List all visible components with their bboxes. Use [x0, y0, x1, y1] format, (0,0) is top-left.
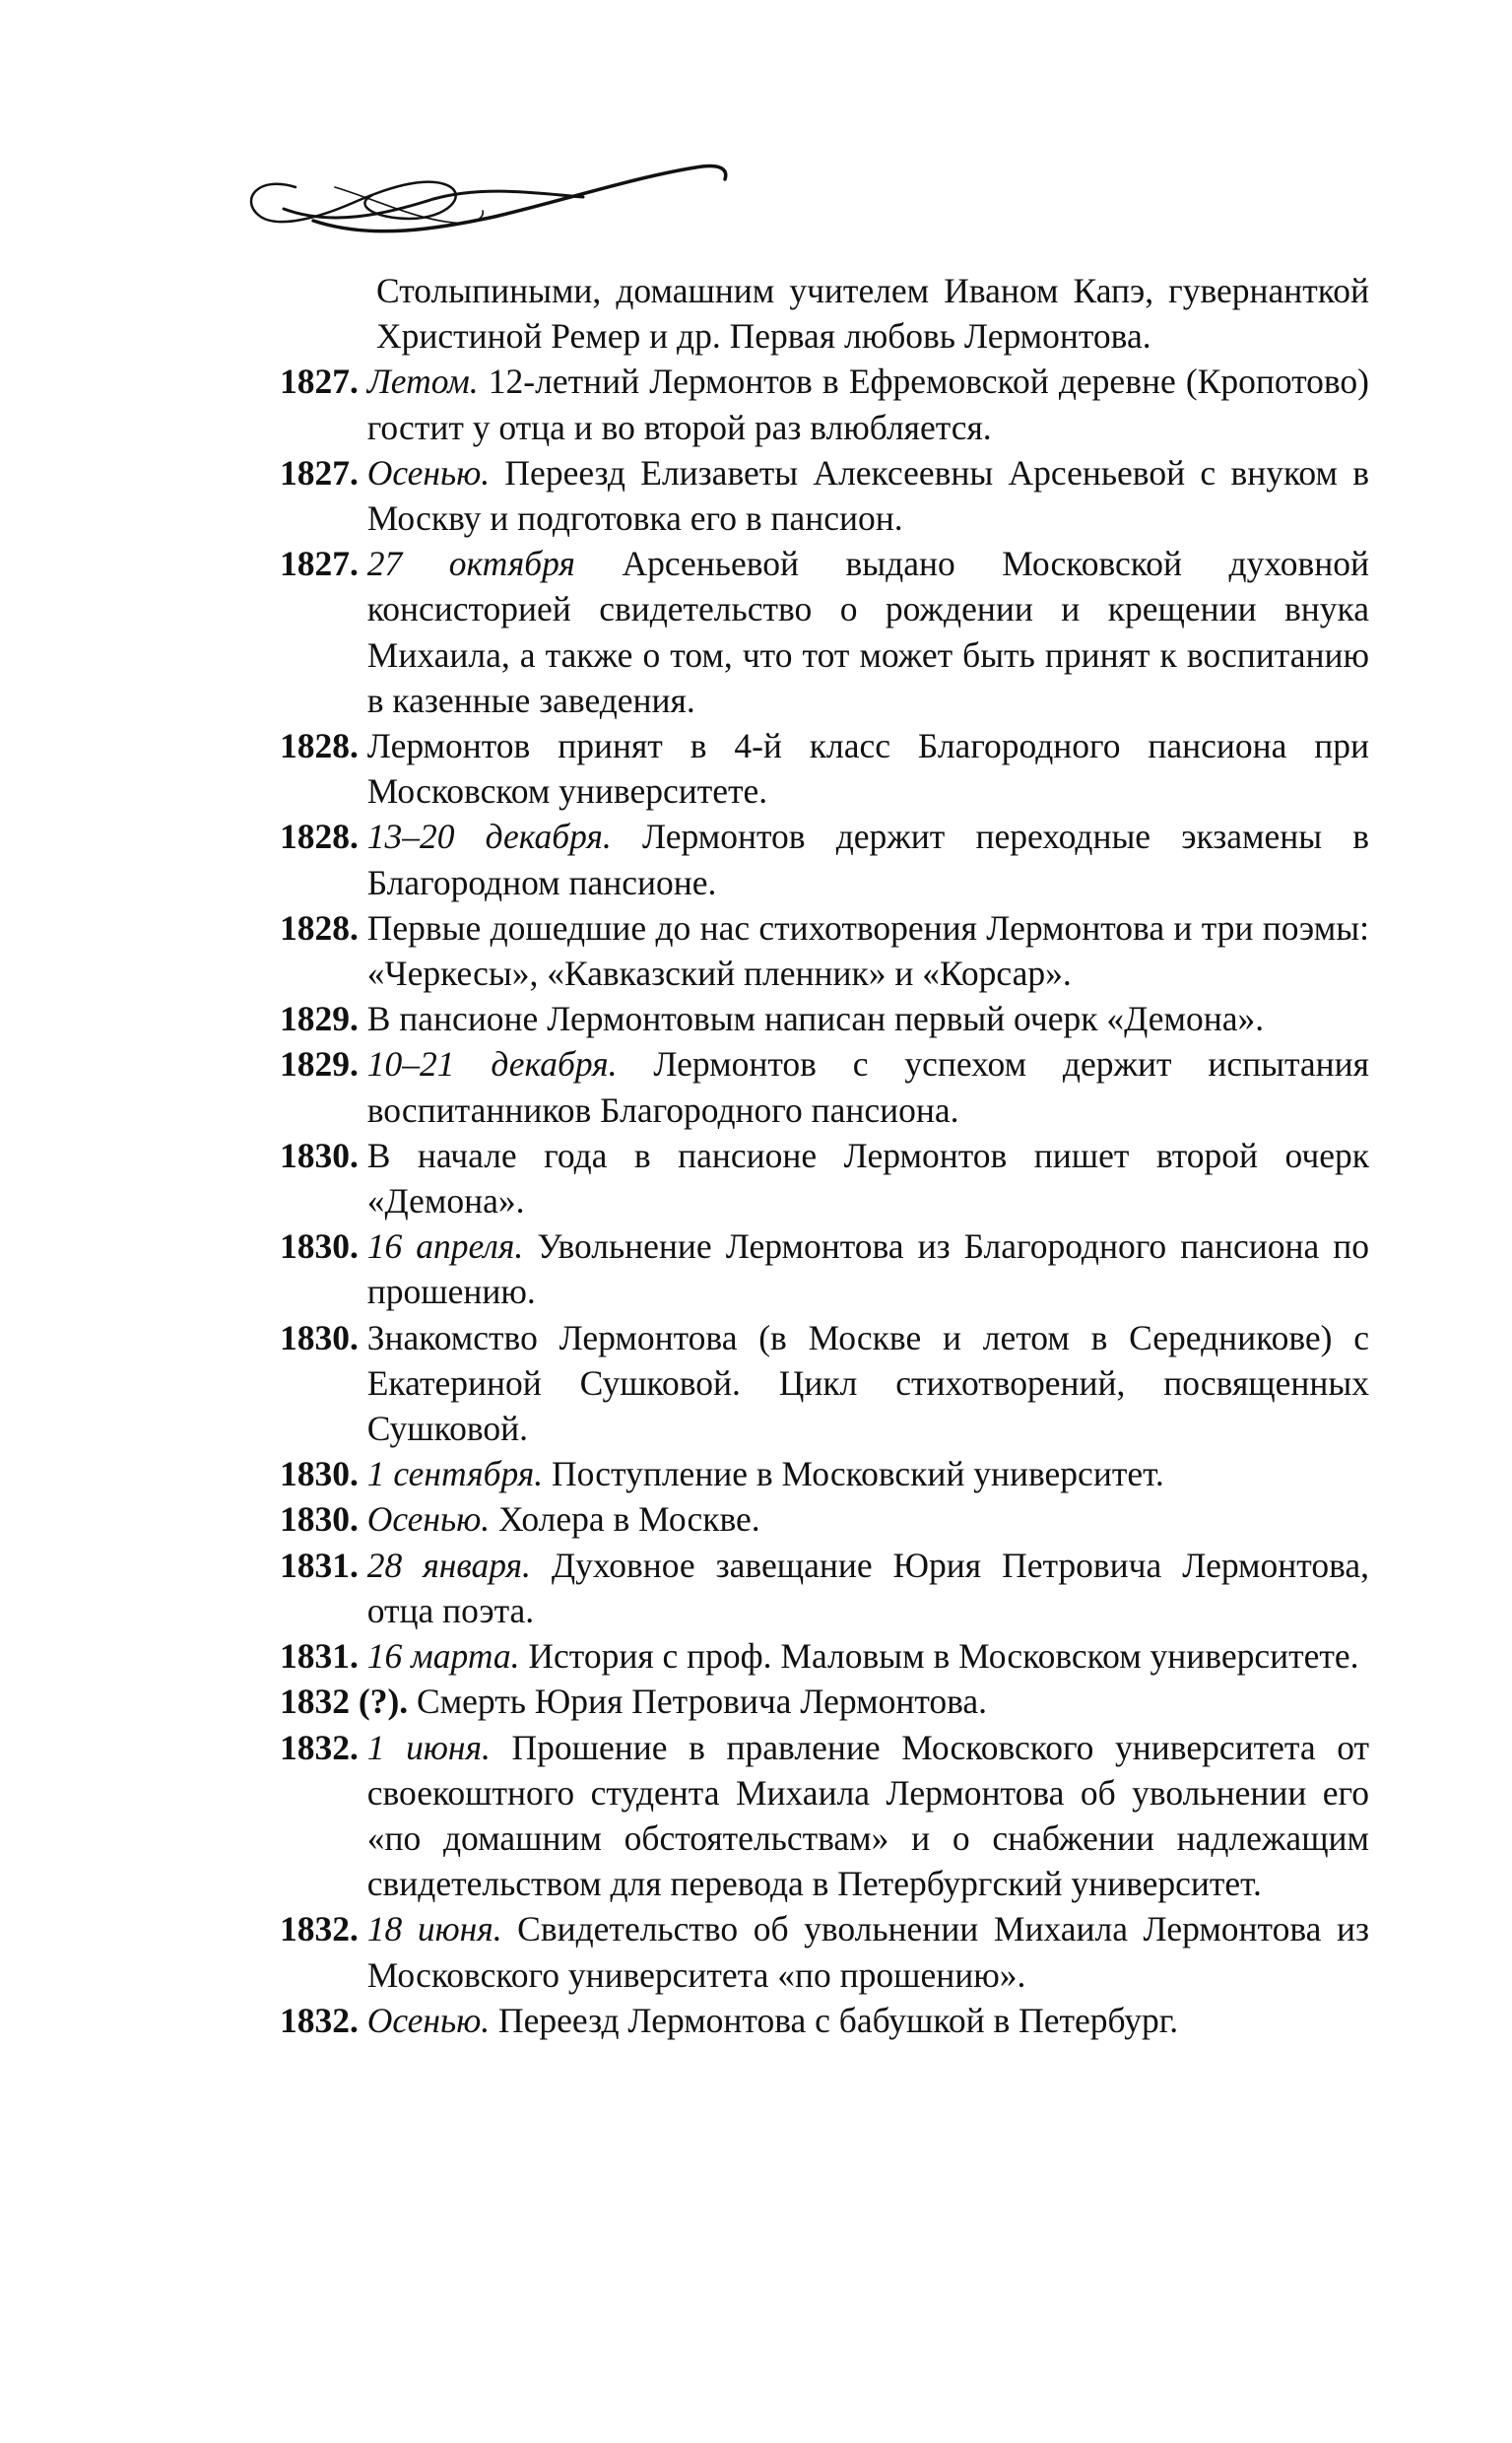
chronology-entry — [280, 1679, 1369, 1724]
entry-body — [367, 1315, 1369, 1452]
entry-body — [417, 1679, 1369, 1724]
entry-text: Прошение в правление Московского университета от своекоштного студента Михаила Лермонтова об увольнении его «по домашним обстоятельствам» и о снабжении надлежащим свидетельством для перевода в Петербургский университет. — [366, 1727, 1370, 1904]
entry-text: Лермонтов принят в 4-й класс Благородного пансиона при Московском университете. — [366, 726, 1369, 812]
entry-year: 1829. — [280, 1044, 359, 1085]
chronology-entry — [280, 723, 1369, 814]
entry-year: 1829. — [280, 999, 359, 1039]
entry-text: Смерть Юрия Петровича Лермонтова. — [417, 1682, 988, 1722]
entry-body — [367, 1725, 1369, 1907]
entry-body — [367, 1998, 1369, 2043]
entry-body — [367, 1496, 1369, 1542]
entry-year: 1832. — [280, 2000, 359, 2040]
entry-text: В пансионе Лермонтовым написан первый очерк «Демона». — [366, 999, 1265, 1039]
continuation-paragraph: Столыпиными, домашним учителем Иваном Капэ, гувернанткой Христиной Ремер и др. Первая любовь Лермонтова. — [376, 271, 1369, 357]
entry-year: 1832. — [280, 1727, 359, 1767]
entry-year: 1827. — [280, 544, 359, 584]
chronology-entry — [280, 1315, 1369, 1452]
entry-body — [367, 1633, 1369, 1679]
chronology-entry — [280, 814, 1369, 904]
entry-text: Духовное завещание Юрия Петровича Лермонтова, отца поэта. — [366, 1545, 1369, 1630]
entry-date: 18 июня. — [366, 1909, 502, 1949]
entry-text: Увольнение Лермонтова из Благородного пансиона по прошению. — [366, 1226, 1369, 1312]
entry-year: 1828. — [280, 907, 359, 948]
chronology-entry — [280, 996, 1369, 1041]
entry-body — [367, 723, 1369, 814]
entry-text: История с проф. Маловым в Московском университете. — [528, 1636, 1359, 1677]
chronology-entry — [280, 450, 1369, 541]
entry-text: Холера в Москве. — [497, 1499, 760, 1540]
entry-year: 1830. — [280, 1226, 359, 1267]
entry-year: 1831. — [280, 1545, 359, 1585]
entry-text: Лермонтов с успехом держит испытания воспитанников Благородного пансиона. — [366, 1044, 1369, 1130]
entry-body — [367, 814, 1369, 904]
chronology-entry — [280, 1725, 1369, 1907]
entry-body — [367, 1451, 1369, 1496]
chronology-entry — [280, 1451, 1369, 1496]
entry-body — [367, 450, 1369, 541]
chronology-entry — [280, 1543, 1369, 1633]
entry-date: 16 марта. — [366, 1636, 520, 1677]
entry-year: 1832. — [280, 1909, 359, 1949]
chronology-entry — [280, 1998, 1369, 2043]
flourish-ornament-icon — [236, 158, 739, 256]
entry-body — [367, 905, 1369, 996]
entry-date: 1 сентября. — [366, 1454, 544, 1494]
entry-year: 1832 (?). — [280, 1682, 409, 1722]
entry-year: 1827. — [280, 362, 359, 402]
entry-year: 1830. — [280, 1499, 359, 1540]
entry-body — [367, 1041, 1369, 1132]
chronology-entry — [280, 1133, 1369, 1223]
entry-text: Поступление в Московский университет. — [552, 1454, 1164, 1494]
entry-text: Знакомство Лермонтова (в Москве и летом в Середникове) с Екатериной Сушковой. Цикл стихотворений, посвященных Сушковой. — [366, 1317, 1369, 1449]
entry-text: 12-летний Лермонтов в Ефремовской деревне (Кропотово) гостит у отца и во второй раз влюбляется. — [366, 362, 1370, 447]
entry-date: Осенью. — [366, 452, 491, 493]
entries-container — [280, 359, 1369, 2043]
entry-body — [367, 996, 1369, 1041]
entry-date: 10–21 декабря. — [366, 1044, 618, 1085]
entry-text: Свидетельство об увольнении Михаила Лермонтова из Московского университета «по прошению». — [366, 1909, 1369, 1995]
chronology-entry — [280, 1223, 1369, 1314]
entry-year: 1827. — [280, 452, 359, 493]
chronology-entry — [280, 1633, 1369, 1679]
entry-date: 1 июня. — [366, 1727, 491, 1767]
entry-text: Арсеньевой выдано Московской духовной консисторией свидетельство о рождении и крещении внука Михаила, а также о том, что тот может быть принят к воспитанию в казенные заведения. — [366, 544, 1370, 720]
entry-date: 28 января. — [366, 1545, 531, 1585]
entry-year: 1828. — [280, 817, 359, 857]
entry-text: Переезд Лермонтова с бабушкой в Петербург. — [497, 2000, 1179, 2040]
entry-year: 1828. — [280, 726, 359, 766]
chronology-entry — [280, 541, 1369, 723]
entry-text: Переезд Елизаветы Алексеевны Арсеньевой с внуком в Москву и подготовка его в пансион. — [366, 452, 1370, 539]
entry-year: 1831. — [280, 1636, 359, 1677]
entry-date: 13–20 декабря. — [366, 817, 612, 857]
entry-body — [367, 541, 1369, 723]
entry-date: Осенью. — [366, 1499, 491, 1540]
chronology-entry — [280, 1041, 1369, 1132]
chronology-entry — [280, 1906, 1369, 1997]
entry-date: Осенью. — [366, 2000, 491, 2040]
chronology-list — [280, 268, 1369, 2043]
chronology-entry — [280, 1496, 1369, 1542]
entry-year: 1830. — [280, 1454, 359, 1494]
entry-body — [367, 1906, 1369, 1997]
entry-date: 27 октября — [366, 544, 575, 584]
entry-body — [367, 1543, 1369, 1633]
chronology-entry — [280, 359, 1369, 449]
entry-text: Первые дошедшие до нас стихотворения Лермонтова и три поэмы: «Черкесы», «Кавказский пленник» и «Корсар». — [366, 907, 1369, 994]
entry-year: 1830. — [280, 1135, 359, 1175]
entry-text: Лермонтов держит переходные экзамены в Благородном пансионе. — [366, 817, 1370, 902]
entry-body — [367, 359, 1369, 449]
entry-year: 1830. — [280, 1317, 359, 1357]
entry-body — [367, 1223, 1369, 1314]
entry-body — [367, 1133, 1369, 1223]
chronology-entry — [280, 905, 1369, 996]
entry-date: 16 апреля. — [366, 1226, 524, 1267]
entry-date: Летом. — [366, 362, 479, 402]
entry-text: В начале года в пансионе Лермонтов пишет второй очерк «Демона». — [366, 1135, 1369, 1222]
